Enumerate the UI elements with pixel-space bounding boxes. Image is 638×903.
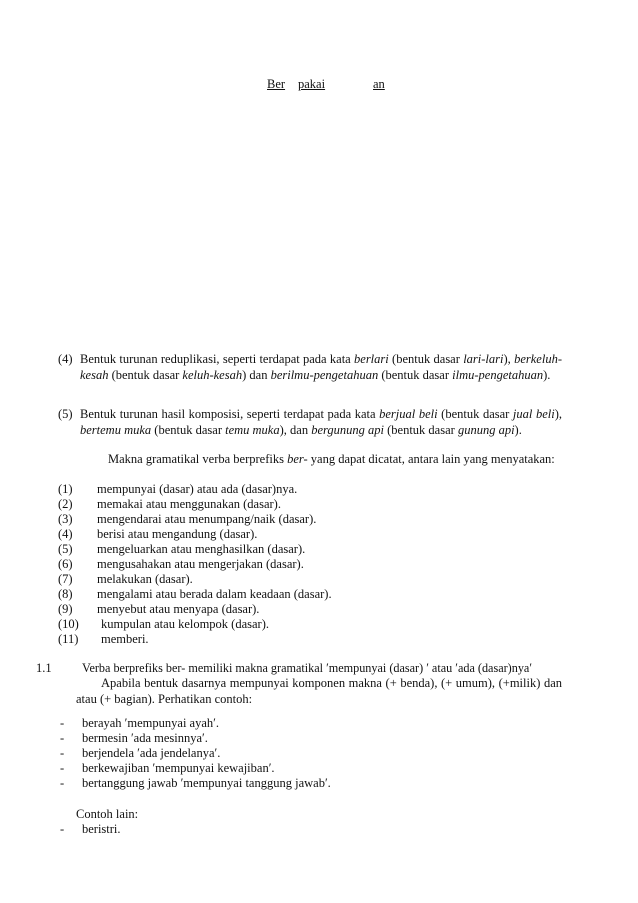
item-4-paragraph: Bentuk turunan reduplikasi, seperti terdapat pada kata berlari (bentuk dasar lari-lari), berkeluh-kesah (bentuk dasar keluh-kesah) dan berilmu-pengetahuan (bentuk dasar ilmu-pengetahuan). (80, 352, 562, 382)
meaning-number: (1) (58, 482, 73, 496)
intro-paragraph: Makna gramatikal verba berprefiks ber- yang dapat dicatat, antara lain yang menyatakan: (108, 452, 555, 466)
item-5-paragraph: Bentuk turunan hasil komposisi, seperti terdapat pada kata berjual beli (bentuk dasar jual beli), bertemu muka (bentuk dasar temu muka), dan bergunung api (bentuk dasar gunung api). (80, 407, 562, 437)
meaning-text: berisi atau mengandung (dasar). (97, 527, 258, 541)
meaning-number: (5) (58, 542, 73, 556)
meaning-number: (8) (58, 587, 73, 601)
meaning-number: (2) (58, 497, 73, 511)
item-4-number: (4) (58, 352, 73, 366)
more-example-text: beristri. (82, 822, 121, 836)
example-dash: - (60, 746, 65, 760)
meaning-number: (4) (58, 527, 73, 541)
more-examples-label: Contoh lain: (76, 807, 139, 821)
meaning-number: (10) (58, 617, 79, 631)
meaning-number: (6) (58, 557, 73, 571)
example-text: berayah ′mempunyai ayah′. (82, 716, 220, 730)
example-text: bertanggung jawab ′mempunyai tanggung jawab′. (82, 776, 331, 790)
meaning-text: mengeluarkan atau menghasilkan (dasar). (97, 542, 306, 556)
header-word-ber: Ber (267, 77, 286, 91)
meaning-text: kumpulan atau kelompok (dasar). (101, 617, 270, 631)
meaning-number: (3) (58, 512, 73, 526)
meaning-text: memakai atau menggunakan (dasar). (97, 497, 281, 511)
section-title: Verba berprefiks ber- memiliki makna gramatikal ′mempunyai (dasar) ′ atau ′ada (dasar)nya′ (82, 661, 532, 675)
example-dash: - (60, 731, 65, 745)
item-5-number: (5) (58, 407, 73, 421)
example-dash: - (60, 761, 65, 775)
meaning-number: (7) (58, 572, 73, 586)
example-text: berkewajiban ′mempunyai kewajiban′. (82, 761, 275, 775)
meaning-text: mengendarai atau menumpang/naik (dasar). (97, 512, 317, 526)
meaning-text: mengalami atau berada dalam keadaan (dasar). (97, 587, 332, 601)
section-paragraph: Apabila bentuk dasarnya mempunyai komponen makna (+ benda), (+ umum), (+milik) dan atau (+ bagian). Perhatikan contoh: (76, 676, 562, 706)
example-dash: - (60, 716, 65, 730)
example-text: berjendela ′ada jendelanya′. (82, 746, 221, 760)
more-example-dash: - (60, 822, 65, 836)
header-word-pakai: pakai (298, 77, 326, 91)
meaning-number: (11) (58, 632, 79, 646)
example-dash: - (60, 776, 65, 790)
meaning-number: (9) (58, 602, 73, 616)
example-text: bermesin ′ada mesinnya′. (82, 731, 208, 745)
meaning-text: mengusahakan atau mengerjakan (dasar). (97, 557, 304, 571)
meaning-text: memberi. (101, 632, 149, 646)
header-word-an: an (373, 77, 385, 91)
section-number: 1.1 (36, 661, 52, 675)
meaning-text: mempunyai (dasar) atau ada (dasar)nya. (97, 482, 298, 496)
meaning-text: melakukan (dasar). (97, 572, 193, 586)
meaning-text: menyebut atau menyapa (dasar). (97, 602, 260, 616)
